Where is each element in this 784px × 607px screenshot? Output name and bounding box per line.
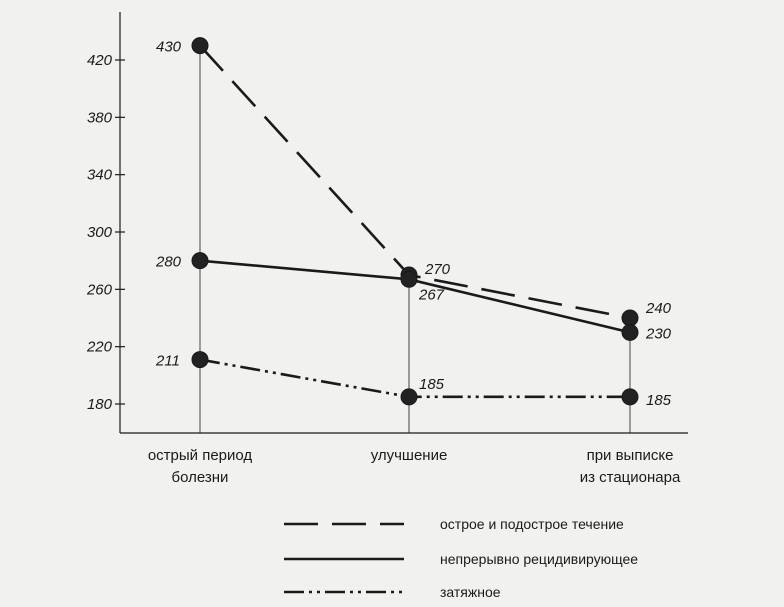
x-tick-label-line: болезни: [171, 469, 229, 486]
data-label: 267: [419, 286, 445, 304]
chart-legend: [284, 516, 638, 600]
data-point-marker: [622, 324, 638, 340]
data-label: 230: [646, 325, 672, 343]
category-guide-lines: [200, 46, 630, 433]
y-tick-label: 340: [86, 166, 112, 184]
legend-label: непрерывно рецидивирующее: [440, 551, 639, 567]
data-point-marker: [192, 352, 208, 368]
y-tick-label: 380: [86, 109, 112, 127]
data-label: 211: [156, 352, 180, 370]
y-tick-label: 220: [86, 338, 112, 356]
x-tick-label-line: острый период: [147, 447, 253, 464]
data-label: 185: [419, 375, 445, 393]
legend-label: острое и подострое течение: [440, 516, 624, 532]
x-tick-label: [148, 447, 253, 486]
x-tick-label-line: из стационара: [579, 469, 681, 486]
data-label: 430: [156, 38, 182, 56]
chart-axes: [86, 12, 688, 433]
data-point-marker: [192, 38, 208, 54]
data-point-marker: [622, 389, 638, 405]
y-tick-label: 180: [86, 396, 112, 413]
data-label: 240: [646, 300, 672, 317]
x-tick-label: [580, 447, 681, 486]
y-tick-label: 260: [86, 281, 112, 299]
y-tick-label: 300: [86, 224, 112, 241]
x-tick-label-line: при выписке: [586, 447, 674, 464]
x-tick-label: [371, 447, 448, 464]
x-tick-label-line: улучшение: [370, 447, 448, 464]
legend-label: затяжное: [440, 584, 501, 600]
data-label: 270: [425, 261, 451, 278]
data-label: 185: [646, 391, 672, 409]
data-point-marker: [401, 389, 417, 405]
data-point-marker: [401, 271, 417, 287]
y-tick-label: 420: [86, 52, 112, 69]
data-point-marker: [192, 253, 208, 269]
data-label: 280: [156, 253, 182, 271]
data-point-marker: [622, 310, 638, 326]
chart-series: [192, 38, 638, 405]
